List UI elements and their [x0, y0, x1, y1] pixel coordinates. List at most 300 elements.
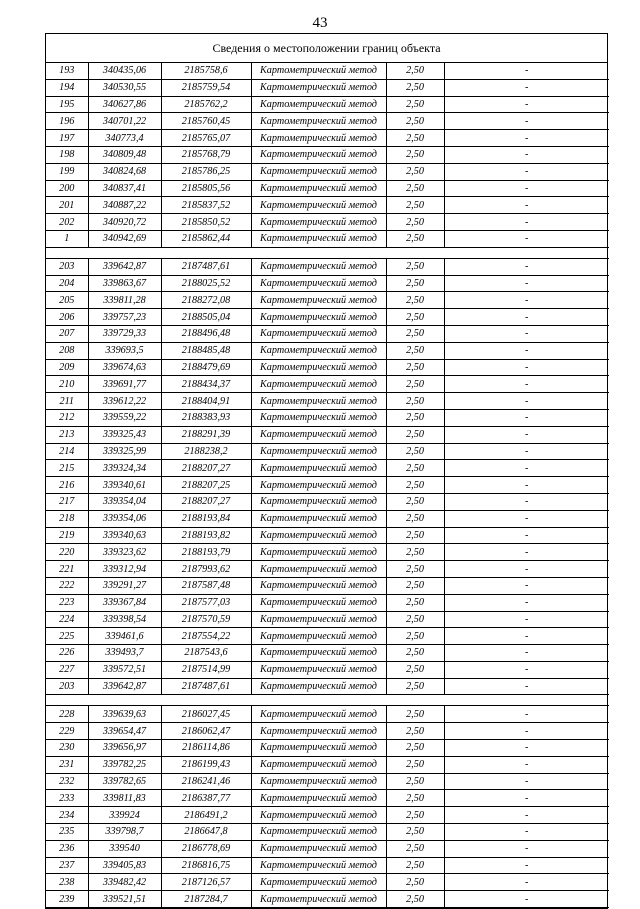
- x-coordinate-cell: 339482,42: [88, 874, 161, 891]
- method-cell: Картометрический метод: [251, 460, 386, 477]
- x-coordinate-cell: 339811,28: [88, 292, 161, 309]
- note-cell: -: [444, 477, 609, 494]
- table-row: [46, 790, 609, 807]
- point-number-cell: 202: [46, 214, 88, 231]
- table-row: [46, 756, 609, 773]
- y-coordinate-cell: 2187543,6: [161, 645, 251, 662]
- accuracy-cell: 2,50: [386, 577, 444, 594]
- point-number-cell: 206: [46, 309, 88, 326]
- point-number-cell: 209: [46, 359, 88, 376]
- point-number-cell: 217: [46, 493, 88, 510]
- table-row: [46, 807, 609, 824]
- method-cell: Картометрический метод: [251, 409, 386, 426]
- accuracy-cell: 2,50: [386, 645, 444, 662]
- note-cell: -: [444, 393, 609, 410]
- method-cell: Картометрический метод: [251, 645, 386, 662]
- accuracy-cell: 2,50: [386, 493, 444, 510]
- y-coordinate-cell: 2188505,04: [161, 309, 251, 326]
- accuracy-cell: 2,50: [386, 477, 444, 494]
- table-row: [46, 706, 609, 723]
- accuracy-cell: 2,50: [386, 840, 444, 857]
- table-title: Сведения о местоположении границ объекта: [46, 34, 607, 63]
- y-coordinate-cell: 2187554,22: [161, 628, 251, 645]
- x-coordinate-cell: 339798,7: [88, 824, 161, 841]
- x-coordinate-cell: 339811,83: [88, 790, 161, 807]
- point-number-cell: 1: [46, 230, 88, 247]
- table-row: [46, 325, 609, 342]
- note-cell: -: [444, 130, 609, 147]
- point-number-cell: 229: [46, 723, 88, 740]
- note-cell: -: [444, 611, 609, 628]
- method-cell: Картометрический метод: [251, 325, 386, 342]
- table-row: [46, 460, 609, 477]
- table-row: [46, 527, 609, 544]
- accuracy-cell: 2,50: [386, 63, 444, 79]
- accuracy-cell: 2,50: [386, 628, 444, 645]
- note-cell: -: [444, 443, 609, 460]
- point-number-cell: 232: [46, 773, 88, 790]
- note-cell: -: [444, 678, 609, 695]
- method-cell: Картометрический метод: [251, 214, 386, 231]
- table-row: [46, 443, 609, 460]
- point-number-cell: 234: [46, 807, 88, 824]
- y-coordinate-cell: 2188193,79: [161, 544, 251, 561]
- y-coordinate-cell: 2188272,08: [161, 292, 251, 309]
- note-cell: -: [444, 874, 609, 891]
- x-coordinate-cell: 339693,5: [88, 342, 161, 359]
- y-coordinate-cell: 2188479,69: [161, 359, 251, 376]
- y-coordinate-cell: 2186199,43: [161, 756, 251, 773]
- x-coordinate-cell: 339572,51: [88, 661, 161, 678]
- y-coordinate-cell: 2186241,46: [161, 773, 251, 790]
- x-coordinate-cell: 339461,6: [88, 628, 161, 645]
- x-coordinate-cell: 339924: [88, 807, 161, 824]
- note-cell: -: [444, 359, 609, 376]
- y-coordinate-cell: 2186062,47: [161, 723, 251, 740]
- note-cell: -: [444, 857, 609, 874]
- point-number-cell: 197: [46, 130, 88, 147]
- accuracy-cell: 2,50: [386, 527, 444, 544]
- note-cell: -: [444, 163, 609, 180]
- y-coordinate-cell: 2186387,77: [161, 790, 251, 807]
- accuracy-cell: 2,50: [386, 544, 444, 561]
- x-coordinate-cell: 339757,23: [88, 309, 161, 326]
- note-cell: -: [444, 723, 609, 740]
- y-coordinate-cell: 2185805,56: [161, 180, 251, 197]
- method-cell: Картометрический метод: [251, 790, 386, 807]
- point-number-cell: 219: [46, 527, 88, 544]
- method-cell: Картометрический метод: [251, 376, 386, 393]
- method-cell: Картометрический метод: [251, 63, 386, 79]
- accuracy-cell: 2,50: [386, 661, 444, 678]
- method-cell: Картометрический метод: [251, 857, 386, 874]
- point-number-cell: 220: [46, 544, 88, 561]
- point-number-cell: 196: [46, 113, 88, 130]
- note-cell: -: [444, 309, 609, 326]
- table-row: [46, 740, 609, 757]
- y-coordinate-cell: 2186114,86: [161, 740, 251, 757]
- y-coordinate-cell: 2187284,7: [161, 891, 251, 908]
- table-row: [46, 230, 609, 247]
- method-cell: Картометрический метод: [251, 561, 386, 578]
- accuracy-cell: 2,50: [386, 180, 444, 197]
- method-cell: Картометрический метод: [251, 197, 386, 214]
- note-cell: -: [444, 214, 609, 231]
- method-cell: Картометрический метод: [251, 740, 386, 757]
- accuracy-cell: 2,50: [386, 113, 444, 130]
- page-number: 43: [312, 15, 328, 31]
- note-cell: -: [444, 79, 609, 96]
- note-cell: -: [444, 325, 609, 342]
- accuracy-cell: 2,50: [386, 874, 444, 891]
- x-coordinate-cell: 339559,22: [88, 409, 161, 426]
- x-coordinate-cell: 339521,51: [88, 891, 161, 908]
- x-coordinate-cell: 339639,63: [88, 706, 161, 723]
- method-cell: Картометрический метод: [251, 594, 386, 611]
- note-cell: -: [444, 740, 609, 757]
- table-row: [46, 275, 609, 292]
- accuracy-cell: 2,50: [386, 891, 444, 908]
- accuracy-cell: 2,50: [386, 678, 444, 695]
- method-cell: Картометрический метод: [251, 661, 386, 678]
- y-coordinate-cell: 2185862,44: [161, 230, 251, 247]
- method-cell: Картометрический метод: [251, 443, 386, 460]
- accuracy-cell: 2,50: [386, 146, 444, 163]
- x-coordinate-cell: 339325,99: [88, 443, 161, 460]
- y-coordinate-cell: 2188434,37: [161, 376, 251, 393]
- note-cell: -: [444, 258, 609, 275]
- accuracy-cell: 2,50: [386, 594, 444, 611]
- note-cell: -: [444, 113, 609, 130]
- y-coordinate-cell: 2185760,45: [161, 113, 251, 130]
- y-coordinate-cell: 2185762,2: [161, 96, 251, 113]
- point-number-cell: 231: [46, 756, 88, 773]
- note-cell: -: [444, 493, 609, 510]
- y-coordinate-cell: 2188025,52: [161, 275, 251, 292]
- accuracy-cell: 2,50: [386, 443, 444, 460]
- method-cell: Картометрический метод: [251, 891, 386, 908]
- x-coordinate-cell: 340824,68: [88, 163, 161, 180]
- point-number-cell: 238: [46, 874, 88, 891]
- table-row: [46, 359, 609, 376]
- note-cell: -: [444, 527, 609, 544]
- accuracy-cell: 2,50: [386, 706, 444, 723]
- table-row: [46, 824, 609, 841]
- point-number-cell: 216: [46, 477, 88, 494]
- point-number-cell: 226: [46, 645, 88, 662]
- method-cell: Картометрический метод: [251, 807, 386, 824]
- method-cell: Картометрический метод: [251, 258, 386, 275]
- accuracy-cell: 2,50: [386, 510, 444, 527]
- x-coordinate-cell: 340627,86: [88, 96, 161, 113]
- separator-cell: [46, 247, 609, 258]
- x-coordinate-cell: 340809,48: [88, 146, 161, 163]
- note-cell: -: [444, 460, 609, 477]
- note-cell: -: [444, 146, 609, 163]
- coordinates-table-body: [46, 63, 609, 908]
- note-cell: -: [444, 661, 609, 678]
- point-number-cell: 213: [46, 426, 88, 443]
- accuracy-cell: 2,50: [386, 740, 444, 757]
- point-number-cell: 201: [46, 197, 88, 214]
- method-cell: Картометрический метод: [251, 359, 386, 376]
- note-cell: -: [444, 96, 609, 113]
- table-row: [46, 376, 609, 393]
- method-cell: Картометрический метод: [251, 113, 386, 130]
- y-coordinate-cell: 2188207,27: [161, 460, 251, 477]
- method-cell: Картометрический метод: [251, 628, 386, 645]
- note-cell: -: [444, 342, 609, 359]
- boundary-table-frame: [45, 33, 608, 909]
- y-coordinate-cell: 2186027,45: [161, 706, 251, 723]
- x-coordinate-cell: 339340,61: [88, 477, 161, 494]
- method-cell: Картометрический метод: [251, 527, 386, 544]
- x-coordinate-cell: 340530,55: [88, 79, 161, 96]
- y-coordinate-cell: 2186491,2: [161, 807, 251, 824]
- table-row: [46, 561, 609, 578]
- table-row: [46, 426, 609, 443]
- x-coordinate-cell: 339291,27: [88, 577, 161, 594]
- table-row: [46, 628, 609, 645]
- point-number-cell: 204: [46, 275, 88, 292]
- note-cell: -: [444, 645, 609, 662]
- y-coordinate-cell: 2185758,6: [161, 63, 251, 79]
- accuracy-cell: 2,50: [386, 857, 444, 874]
- x-coordinate-cell: 339782,65: [88, 773, 161, 790]
- x-coordinate-cell: 339674,63: [88, 359, 161, 376]
- x-coordinate-cell: 339612,22: [88, 393, 161, 410]
- separator-cell: [46, 695, 609, 706]
- x-coordinate-cell: 339367,84: [88, 594, 161, 611]
- x-coordinate-cell: 339312,94: [88, 561, 161, 578]
- y-coordinate-cell: 2186816,75: [161, 857, 251, 874]
- table-row: [46, 146, 609, 163]
- note-cell: -: [444, 230, 609, 247]
- x-coordinate-cell: 339540: [88, 840, 161, 857]
- accuracy-cell: 2,50: [386, 275, 444, 292]
- table-row: [46, 309, 609, 326]
- method-cell: Картометрический метод: [251, 678, 386, 695]
- method-cell: Картометрический метод: [251, 309, 386, 326]
- x-coordinate-cell: 339729,33: [88, 325, 161, 342]
- x-coordinate-cell: 340435,06: [88, 63, 161, 79]
- y-coordinate-cell: 2185759,54: [161, 79, 251, 96]
- x-coordinate-cell: 339323,62: [88, 544, 161, 561]
- x-coordinate-cell: 339863,67: [88, 275, 161, 292]
- method-cell: Картометрический метод: [251, 393, 386, 410]
- method-cell: Картометрический метод: [251, 723, 386, 740]
- y-coordinate-cell: 2188207,27: [161, 493, 251, 510]
- method-cell: Картометрический метод: [251, 180, 386, 197]
- method-cell: Картометрический метод: [251, 146, 386, 163]
- table-row: [46, 180, 609, 197]
- point-number-cell: 230: [46, 740, 88, 757]
- table-row: [46, 130, 609, 147]
- method-cell: Картометрический метод: [251, 824, 386, 841]
- point-number-cell: 228: [46, 706, 88, 723]
- table-row: [46, 857, 609, 874]
- method-cell: Картометрический метод: [251, 756, 386, 773]
- y-coordinate-cell: 2185850,52: [161, 214, 251, 231]
- x-coordinate-cell: 339782,25: [88, 756, 161, 773]
- note-cell: -: [444, 891, 609, 908]
- table-row: [46, 661, 609, 678]
- table-row: [46, 645, 609, 662]
- method-cell: Картометрический метод: [251, 874, 386, 891]
- accuracy-cell: 2,50: [386, 130, 444, 147]
- method-cell: Картометрический метод: [251, 79, 386, 96]
- point-number-cell: 221: [46, 561, 88, 578]
- accuracy-cell: 2,50: [386, 197, 444, 214]
- y-coordinate-cell: 2187487,61: [161, 678, 251, 695]
- y-coordinate-cell: 2185768,79: [161, 146, 251, 163]
- note-cell: -: [444, 594, 609, 611]
- method-cell: Картометрический метод: [251, 342, 386, 359]
- x-coordinate-cell: 339493,7: [88, 645, 161, 662]
- note-cell: -: [444, 544, 609, 561]
- note-cell: -: [444, 63, 609, 79]
- point-number-cell: 214: [46, 443, 88, 460]
- accuracy-cell: 2,50: [386, 561, 444, 578]
- method-cell: Картометрический метод: [251, 275, 386, 292]
- y-coordinate-cell: 2185786,25: [161, 163, 251, 180]
- table-row: [46, 96, 609, 113]
- x-coordinate-cell: 339642,87: [88, 258, 161, 275]
- point-number-cell: 195: [46, 96, 88, 113]
- method-cell: Картометрический метод: [251, 611, 386, 628]
- accuracy-cell: 2,50: [386, 723, 444, 740]
- x-coordinate-cell: 340887,22: [88, 197, 161, 214]
- note-cell: -: [444, 790, 609, 807]
- y-coordinate-cell: 2188193,82: [161, 527, 251, 544]
- table-row: [46, 409, 609, 426]
- point-number-cell: 199: [46, 163, 88, 180]
- x-coordinate-cell: 339654,47: [88, 723, 161, 740]
- point-number-cell: 237: [46, 857, 88, 874]
- note-cell: -: [444, 706, 609, 723]
- table-row: [46, 197, 609, 214]
- note-cell: -: [444, 292, 609, 309]
- y-coordinate-cell: 2187570,59: [161, 611, 251, 628]
- x-coordinate-cell: 339340,63: [88, 527, 161, 544]
- note-cell: -: [444, 577, 609, 594]
- table-row: [46, 258, 609, 275]
- point-number-cell: 224: [46, 611, 88, 628]
- method-cell: Картометрический метод: [251, 840, 386, 857]
- point-number-cell: 239: [46, 891, 88, 908]
- method-cell: Картометрический метод: [251, 773, 386, 790]
- point-number-cell: 233: [46, 790, 88, 807]
- y-coordinate-cell: 2188193,84: [161, 510, 251, 527]
- point-number-cell: 215: [46, 460, 88, 477]
- point-number-cell: 210: [46, 376, 88, 393]
- table-row: [46, 477, 609, 494]
- accuracy-cell: 2,50: [386, 79, 444, 96]
- note-cell: -: [444, 561, 609, 578]
- x-coordinate-cell: 339656,97: [88, 740, 161, 757]
- y-coordinate-cell: 2187577,03: [161, 594, 251, 611]
- point-number-cell: 198: [46, 146, 88, 163]
- x-coordinate-cell: 339354,04: [88, 493, 161, 510]
- table-row: [46, 678, 609, 695]
- table-separator-row: [46, 247, 609, 258]
- table-row: [46, 163, 609, 180]
- note-cell: -: [444, 807, 609, 824]
- method-cell: Картометрический метод: [251, 130, 386, 147]
- point-number-cell: 211: [46, 393, 88, 410]
- table-row: [46, 874, 609, 891]
- y-coordinate-cell: 2187587,48: [161, 577, 251, 594]
- point-number-cell: 222: [46, 577, 88, 594]
- x-coordinate-cell: 340773,4: [88, 130, 161, 147]
- accuracy-cell: 2,50: [386, 325, 444, 342]
- table-row: [46, 840, 609, 857]
- point-number-cell: 200: [46, 180, 88, 197]
- note-cell: -: [444, 840, 609, 857]
- accuracy-cell: 2,50: [386, 376, 444, 393]
- accuracy-cell: 2,50: [386, 393, 444, 410]
- accuracy-cell: 2,50: [386, 790, 444, 807]
- accuracy-cell: 2,50: [386, 342, 444, 359]
- accuracy-cell: 2,50: [386, 230, 444, 247]
- note-cell: -: [444, 409, 609, 426]
- accuracy-cell: 2,50: [386, 359, 444, 376]
- accuracy-cell: 2,50: [386, 807, 444, 824]
- accuracy-cell: 2,50: [386, 409, 444, 426]
- accuracy-cell: 2,50: [386, 756, 444, 773]
- table-row: [46, 63, 609, 79]
- accuracy-cell: 2,50: [386, 292, 444, 309]
- y-coordinate-cell: 2187993,62: [161, 561, 251, 578]
- point-number-cell: 194: [46, 79, 88, 96]
- table-row: [46, 393, 609, 410]
- y-coordinate-cell: 2187487,61: [161, 258, 251, 275]
- y-coordinate-cell: 2188207,25: [161, 477, 251, 494]
- x-coordinate-cell: 339405,83: [88, 857, 161, 874]
- method-cell: Картометрический метод: [251, 426, 386, 443]
- x-coordinate-cell: 339691,77: [88, 376, 161, 393]
- point-number-cell: 203: [46, 678, 88, 695]
- table-row: [46, 594, 609, 611]
- point-number-cell: 223: [46, 594, 88, 611]
- note-cell: -: [444, 275, 609, 292]
- y-coordinate-cell: 2187514,99: [161, 661, 251, 678]
- method-cell: Картометрический метод: [251, 96, 386, 113]
- x-coordinate-cell: 339325,43: [88, 426, 161, 443]
- table-separator-row: [46, 695, 609, 706]
- table-row: [46, 214, 609, 231]
- x-coordinate-cell: 339324,34: [88, 460, 161, 477]
- accuracy-cell: 2,50: [386, 426, 444, 443]
- note-cell: -: [444, 376, 609, 393]
- note-cell: -: [444, 756, 609, 773]
- y-coordinate-cell: 2188291,39: [161, 426, 251, 443]
- accuracy-cell: 2,50: [386, 214, 444, 231]
- table-row: [46, 723, 609, 740]
- table-row: [46, 544, 609, 561]
- table-row: [46, 773, 609, 790]
- point-number-cell: 193: [46, 63, 88, 79]
- method-cell: Картометрический метод: [251, 493, 386, 510]
- accuracy-cell: 2,50: [386, 460, 444, 477]
- method-cell: Картометрический метод: [251, 163, 386, 180]
- y-coordinate-cell: 2188383,93: [161, 409, 251, 426]
- point-number-cell: 208: [46, 342, 88, 359]
- note-cell: -: [444, 426, 609, 443]
- x-coordinate-cell: 339642,87: [88, 678, 161, 695]
- accuracy-cell: 2,50: [386, 773, 444, 790]
- point-number-cell: 227: [46, 661, 88, 678]
